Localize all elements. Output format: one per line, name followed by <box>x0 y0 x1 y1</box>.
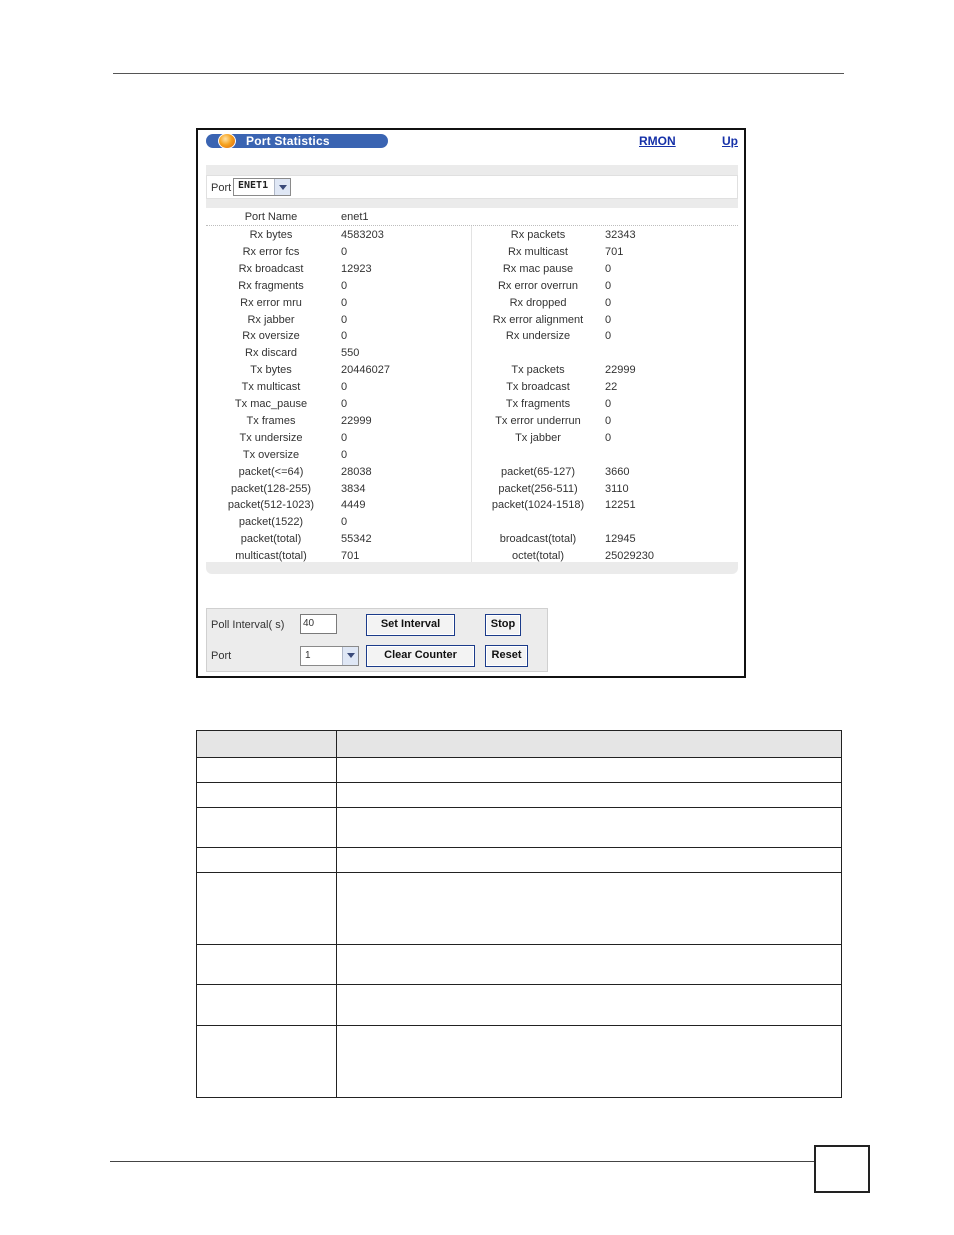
stat-name: Rx error mru <box>240 296 302 309</box>
table-cell <box>337 731 842 758</box>
stat-name: Tx bytes <box>250 364 292 377</box>
stat-name: Rx multicast <box>508 245 568 258</box>
table-row <box>197 783 842 808</box>
port-name-value: enet1 <box>341 211 369 223</box>
chevron-down-icon <box>274 179 290 195</box>
stat-value: 701 <box>605 245 624 258</box>
footer-rule <box>110 1161 815 1162</box>
table-cell <box>337 758 842 783</box>
stat-value: 701 <box>341 550 360 563</box>
page-number-box <box>814 1145 870 1193</box>
stat-value: 12923 <box>341 262 372 275</box>
up-link[interactable]: Up <box>722 134 738 148</box>
stop-button[interactable]: Stop <box>485 614 521 636</box>
stat-value: 3660 <box>605 465 630 478</box>
stat-value: 3834 <box>341 482 366 495</box>
reset-button[interactable]: Reset <box>485 645 528 667</box>
stat-value: 4449 <box>341 499 366 512</box>
stat-name: Rx undersize <box>505 330 571 343</box>
stat-name: multicast(total) <box>235 550 307 563</box>
title-orb-icon <box>218 133 236 149</box>
stat-value: 28038 <box>341 465 372 478</box>
stat-name: Rx packets <box>510 229 566 241</box>
port-selector-row <box>206 175 738 199</box>
stat-name: packet(total) <box>240 533 302 546</box>
stat-name: octet(total) <box>512 550 564 563</box>
table-cell <box>337 848 842 873</box>
table-cell <box>197 783 337 808</box>
stat-name: packet(1522) <box>238 516 304 529</box>
stat-value: 22999 <box>341 414 372 427</box>
stat-value: 0 <box>605 414 612 427</box>
stat-name: Tx multicast <box>241 381 301 394</box>
table-row <box>197 758 842 783</box>
table-cell <box>197 1026 337 1098</box>
stat-name: Rx mac pause <box>502 262 574 275</box>
stat-value: 32343 <box>605 229 636 241</box>
stat-value: 0 <box>605 279 612 292</box>
stat-name: Rx fragments <box>238 279 304 292</box>
table-row <box>197 873 842 945</box>
stat-name: Tx packets <box>511 364 565 377</box>
table-cell <box>197 731 337 758</box>
stat-name: Rx error alignment <box>492 313 584 326</box>
stat-value: 0 <box>605 262 612 275</box>
port-statistics-screen <box>196 128 746 678</box>
stat-value: 55342 <box>341 533 372 546</box>
stat-name: Tx oversize <box>242 448 300 461</box>
stat-value: 0 <box>341 448 348 461</box>
stat-name: Tx frames <box>246 414 296 427</box>
stat-name: Tx jabber <box>515 431 561 444</box>
stat-value: 0 <box>341 313 348 326</box>
stat-name: packet(256-511) <box>498 482 578 495</box>
stat-value: 12945 <box>605 533 636 546</box>
stat-value: 0 <box>605 313 612 326</box>
stat-name: packet(512-1023) <box>227 499 315 512</box>
stat-value: 0 <box>341 381 348 394</box>
stat-value: 0 <box>341 398 348 410</box>
table-cell <box>197 873 337 945</box>
stat-name: Rx error fcs <box>242 245 300 258</box>
set-interval-button[interactable]: Set Interval <box>366 614 455 636</box>
stat-name: Tx error underrun <box>495 414 581 427</box>
port-control-select[interactable] <box>300 646 359 666</box>
stat-name: Rx broadcast <box>238 262 304 275</box>
stat-value: 12251 <box>605 499 636 512</box>
stat-name: packet(65-127) <box>501 465 575 478</box>
port-name-label: Port Name <box>244 211 298 223</box>
stat-name: Rx oversize <box>242 330 300 343</box>
stat-value: 0 <box>605 330 612 343</box>
table-row <box>197 808 842 848</box>
stat-value: 0 <box>341 516 348 529</box>
stat-value: 20446027 <box>341 364 390 377</box>
stat-name: Rx discard <box>245 347 297 360</box>
poll-interval-input[interactable]: 40 <box>300 614 337 634</box>
stats-bottom-strip <box>206 562 738 574</box>
stat-name: Rx bytes <box>249 229 293 241</box>
stat-name: Tx undersize <box>239 431 303 444</box>
poll-interval-label: Poll Interval( s) <box>211 619 285 631</box>
stat-name: Tx broadcast <box>506 381 570 394</box>
port-select-value: ENET1 <box>238 180 269 191</box>
table-cell <box>337 945 842 985</box>
stat-value: 0 <box>341 330 348 343</box>
divider <box>206 225 738 226</box>
table-row <box>197 945 842 985</box>
stat-name: broadcast(total) <box>499 533 577 546</box>
table-cell <box>197 945 337 985</box>
clear-counter-button[interactable]: Clear Counter <box>366 645 475 667</box>
stat-value: 25029230 <box>605 550 654 563</box>
statistics-panel <box>206 208 738 564</box>
stat-value: 0 <box>605 398 612 410</box>
port-label: Port <box>211 182 232 194</box>
table-cell <box>337 985 842 1026</box>
stat-name: Tx mac_pause <box>234 398 308 410</box>
stat-value: 22 <box>605 381 618 394</box>
stat-value: 0 <box>605 296 612 309</box>
stat-value: 22999 <box>605 364 636 377</box>
stat-name: Tx fragments <box>505 398 571 410</box>
table-cell <box>337 1026 842 1098</box>
table-row <box>197 848 842 873</box>
table-cell <box>197 808 337 848</box>
poll-control-panel <box>206 608 548 672</box>
table-row <box>197 1026 842 1098</box>
port-control-label: Port <box>211 650 232 662</box>
stat-name: Rx dropped <box>509 296 567 309</box>
stat-value: 0 <box>341 431 348 444</box>
port-select[interactable] <box>233 178 291 196</box>
table-cell <box>337 808 842 848</box>
stat-value: 3110 <box>605 482 629 495</box>
stat-name: packet(<=64) <box>238 465 304 478</box>
table-row <box>197 985 842 1026</box>
table-header-row <box>197 731 842 758</box>
stat-name: packet(1024-1518) <box>491 499 585 512</box>
stat-name: Rx jabber <box>247 313 295 326</box>
stat-value: 0 <box>341 296 348 309</box>
table-cell <box>337 873 842 945</box>
stats-top-strip <box>206 199 738 208</box>
stat-value: 0 <box>341 279 348 292</box>
rmon-link[interactable]: RMON <box>639 134 676 148</box>
table-cell <box>197 758 337 783</box>
stat-value: 0 <box>341 245 348 258</box>
screen-title: Port Statistics <box>246 134 330 148</box>
table-cell <box>197 985 337 1026</box>
description-table <box>196 730 842 1098</box>
screen-title-bar <box>206 134 388 148</box>
chevron-down-icon <box>342 647 358 665</box>
table-cell <box>197 848 337 873</box>
port-control-value: 1 <box>305 650 311 661</box>
stat-value: 550 <box>341 347 360 360</box>
header-strip <box>206 165 738 175</box>
stat-value: 4583203 <box>341 229 384 241</box>
table-cell <box>337 783 842 808</box>
stat-value: 0 <box>605 431 612 444</box>
stat-name: Rx error overrun <box>497 279 579 292</box>
stat-name: packet(128-255) <box>230 482 312 495</box>
header-rule <box>113 73 844 74</box>
